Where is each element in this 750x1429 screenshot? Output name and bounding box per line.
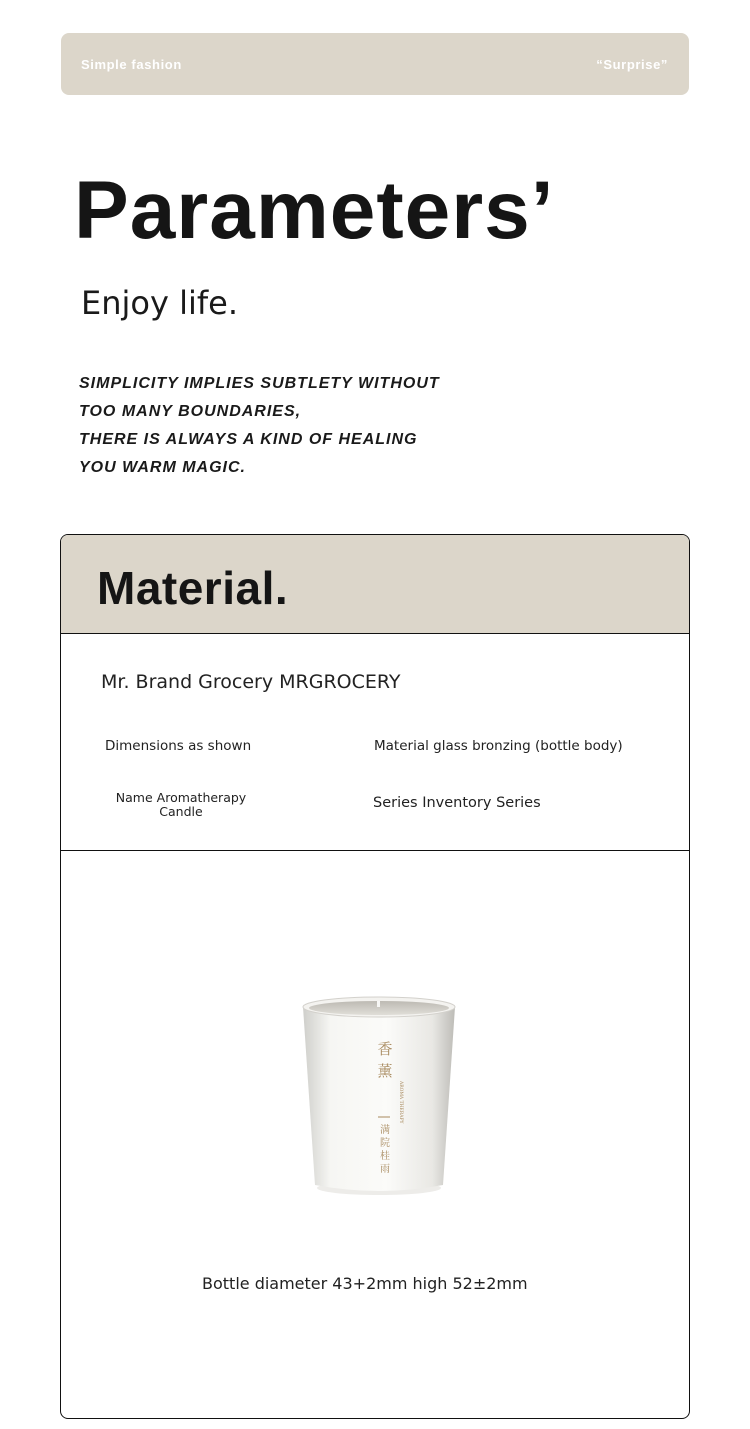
spec-material: Material glass bronzing (bottle body): [374, 738, 623, 754]
label-subchar: 桂: [380, 1151, 390, 1162]
slogan-line: SIMPLICITY IMPLIES SUBTLETY WITHOUT: [79, 375, 440, 392]
material-heading: Material.: [97, 562, 289, 614]
spec-series: Series Inventory Series: [373, 795, 541, 811]
section-divider: [61, 850, 689, 851]
label-char: 香: [377, 1040, 393, 1058]
aroma-text: AROMA THERAPY: [398, 1081, 403, 1124]
banner-right-text: “Surprise”: [596, 57, 668, 72]
slogan-line: YOU WARM MAGIC.: [79, 459, 246, 476]
product-caption: Bottle diameter 43+2mm high 52±2mm: [202, 1274, 528, 1293]
material-header: [61, 535, 689, 634]
candle-product-image: [299, 993, 459, 1202]
page-subtitle: Enjoy life.: [81, 284, 238, 322]
spec-dimensions: Dimensions as shown: [105, 738, 252, 754]
slogan-line: THERE IS ALWAYS A KIND OF HEALING: [79, 431, 418, 448]
banner-left-text: Simple fashion: [81, 57, 182, 72]
top-banner: [61, 33, 689, 95]
label-subchar: 满: [380, 1125, 390, 1136]
brand-line: Mr. Brand Grocery MRGROCERY: [101, 671, 401, 693]
label-subchar: 雨: [380, 1164, 390, 1175]
slogan-block: [79, 370, 499, 482]
label-subchar: 院: [380, 1138, 390, 1149]
label-char: 薰: [377, 1062, 393, 1080]
spec-name: Name Aromatherapy Candle: [115, 790, 247, 819]
material-card: [60, 534, 690, 1419]
page-title: Parameters’: [74, 165, 555, 256]
slogan-line: TOO MANY BOUNDARIES,: [79, 403, 302, 420]
